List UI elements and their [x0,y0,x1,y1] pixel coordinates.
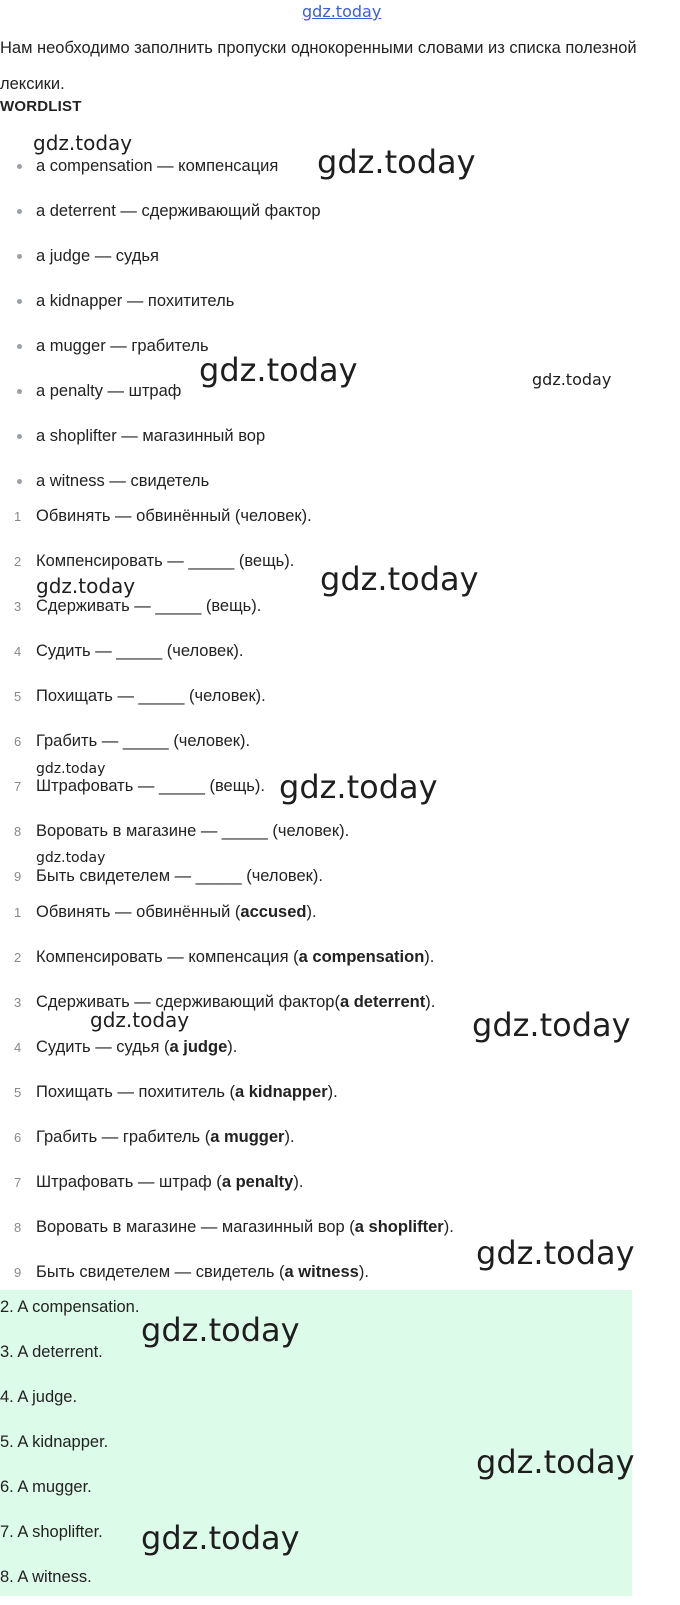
task-item: 6 Грабить — _____ (человек). [14,732,251,750]
solution-item: 8 Воровать в магазине — магазинный вор (a shoplifter). [14,1218,454,1236]
watermark: gdz.today [279,768,438,806]
bullet-icon [17,389,22,394]
task-item: 3 Сдерживать — _____ (вещь). [14,597,262,615]
answer-item: 2. A compensation. [0,1298,140,1316]
watermark: gdz.today [33,131,133,155]
answer-item: 4. A judge. [0,1388,78,1406]
bullet-icon [17,434,22,439]
solution-item: 1 Обвинять — обвинённый (accused). [14,903,317,921]
watermark: gdz.today [532,370,612,389]
list-item: a mugger — грабитель [0,336,321,381]
watermark: gdz.today [141,1311,300,1349]
watermark: gdz.today [472,1006,631,1044]
solution-item: 7 Штрафовать — штраф (a penalty). [14,1173,304,1191]
task-item: 9 Быть свидетелем — _____ (человек). [14,867,323,885]
watermark: gdz.today [476,1234,635,1272]
solution-item: 3 Сдерживать — сдерживающий фактор(a deterrent). [14,993,436,1011]
answer-item: 3. A deterrent. [0,1343,103,1361]
bullet-icon [17,209,22,214]
watermark: gdz.today [317,143,476,181]
list-item: a deterrent — сдерживающий фактор [0,201,321,246]
task-item: 5 Похищать — _____ (человек). [14,687,266,705]
list-item: a compensation — компенсация [0,156,321,201]
bullet-icon [17,479,22,484]
bullet-icon [17,164,22,169]
task-item: 1 Обвинять — обвинённый (человек). [14,507,312,525]
bullet-icon [17,254,22,259]
solution-item: 9 Быть свидетелем — свидетель (a witness). [14,1263,369,1281]
watermark: gdz.today [90,1008,190,1032]
watermark: gdz.today [199,351,358,389]
answer-item: 6. A mugger. [0,1478,92,1496]
wordlist [0,156,321,516]
task-list [0,506,349,911]
watermark: gdz.today [36,850,106,866]
watermark: gdz.today [141,1519,300,1557]
task-item: 2 Компенсировать — _____ (вещь). [14,552,295,570]
watermark: gdz.today [320,560,479,598]
watermark: gdz.today [476,1443,635,1481]
answer-item: 7. A shoplifter. [0,1523,103,1541]
intro-text: Нам необходимо заполнить пропуски однокоренными словами из списка полезной лексики. [0,39,637,93]
task-item: 8 Воровать в магазине — _____ (человек). [14,822,350,840]
list-item: a witness — свидетель [0,471,321,516]
wordlist-heading: WORDLIST [0,98,82,115]
task-item: 4 Судить — _____ (человек). [14,642,244,660]
watermark: gdz.today [36,761,106,777]
answer-item: 5. A kidnapper. [0,1433,109,1451]
bullet-icon [17,299,22,304]
solution-item: 5 Похищать — похититель (a kidnapper). [14,1083,338,1101]
solution-item: 6 Грабить — грабитель (a mugger). [14,1128,295,1146]
list-item: a judge — судья [0,246,321,291]
solution-item: 4 Судить — судья (a judge). [14,1038,238,1056]
list-item: a shoplifter — магазинный вор [0,426,321,471]
solution-item: 2 Компенсировать — компенсация (a compensation). [14,948,435,966]
answer-item: 8. A witness. [0,1568,92,1586]
list-item: a penalty — штраф [0,381,321,426]
bullet-icon [17,344,22,349]
task-item: 7 Штрафовать — _____ (вещь). [14,777,265,795]
list-item: a kidnapper — похититель [0,291,321,336]
watermark: gdz.today [36,574,136,598]
watermark-link[interactable]: gdz.today [302,2,382,21]
solution-list [0,902,454,1307]
